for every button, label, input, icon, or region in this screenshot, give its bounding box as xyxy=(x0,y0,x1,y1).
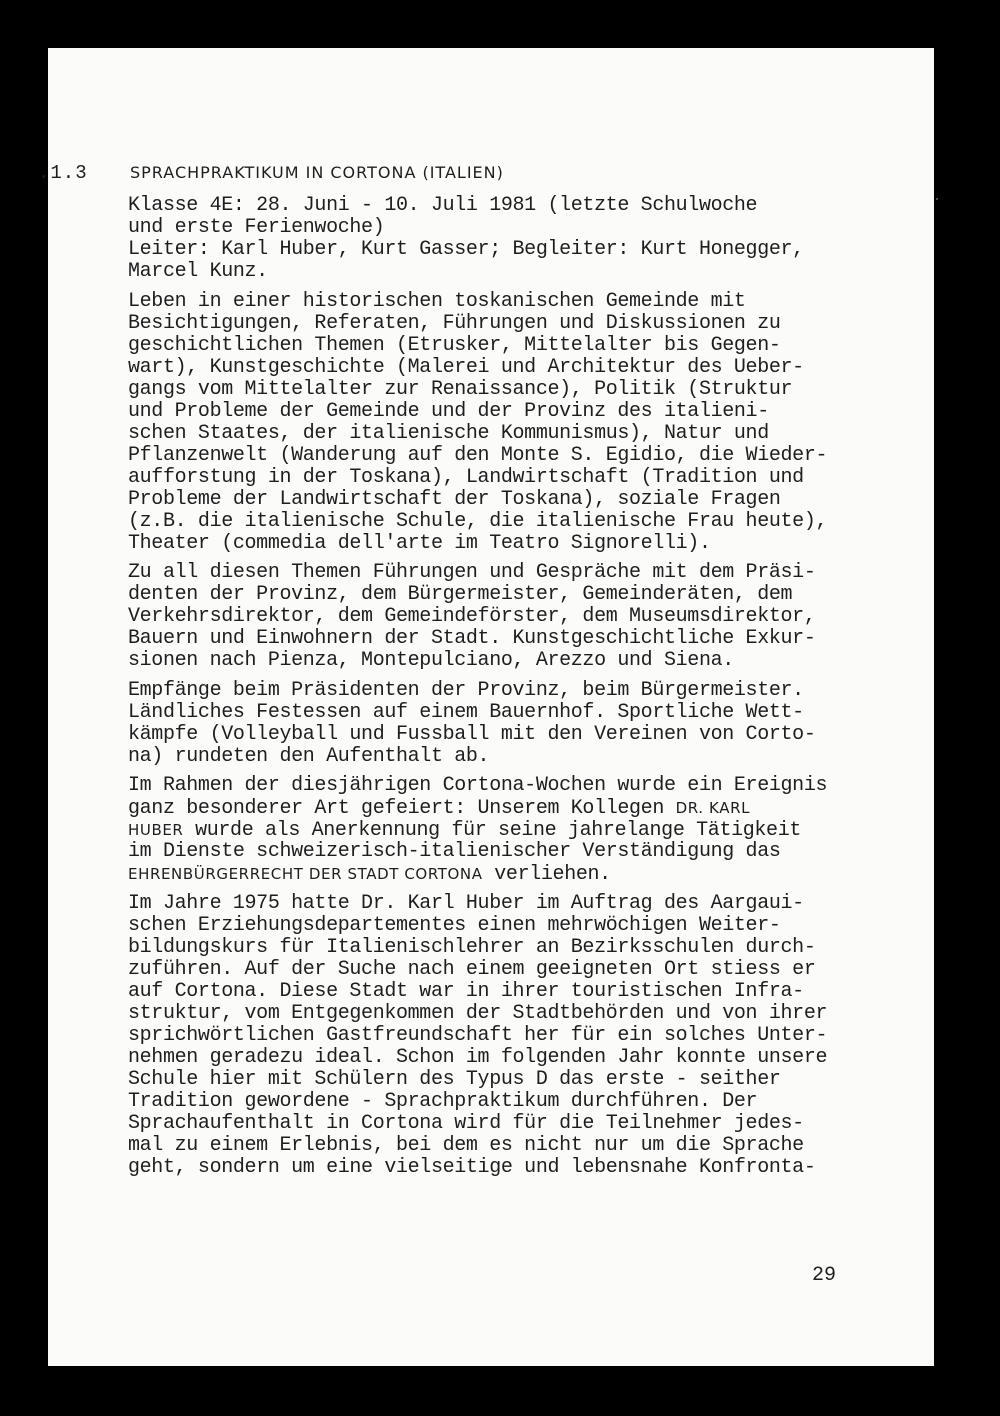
paragraph-line: struktur, vom Entgegenkommen der Stadtbehörden und von ihrer xyxy=(128,1002,828,1025)
honoree-name: HUBER xyxy=(128,821,184,839)
paragraph-line: wart), Kunstgeschichte (Malerei und Architektur des Ueber- xyxy=(128,356,804,379)
honor-title: EHRENBÜRGERRECHT DER STADT CORTONA xyxy=(128,865,483,883)
paragraph-text: verliehen. xyxy=(482,863,611,886)
intro-line: Marcel Kunz. xyxy=(128,260,268,283)
paragraph-line: bildungskurs für Italienischlehrer an Bezirksschulen durch- xyxy=(128,936,816,959)
paragraph-line: sionen nach Pienza, Montepulciano, Arezzo und Siena. xyxy=(128,649,734,672)
paragraph-line: im Dienste schweizerisch-italienischer Verständigung das xyxy=(128,840,781,863)
paragraph-line: Empfänge beim Präsidenten der Provinz, beim Bürgermeister. xyxy=(128,679,804,702)
paragraph-line: geht, sondern um eine vielseitige und lebensnahe Konfronta- xyxy=(128,1156,816,1179)
paragraph-line: Theater (commedia dell'arte im Teatro Signorelli). xyxy=(128,532,711,555)
paragraph-line: kämpfe (Volleyball und Fussball mit den Vereinen von Corto- xyxy=(128,723,816,746)
paragraph-line: mal zu einem Erlebnis, bei dem es nicht nur um die Sprache xyxy=(128,1134,804,1157)
paragraph-line: Verkehrsdirektor, dem Gemeindeförster, dem Museumsdirektor, xyxy=(128,605,816,628)
paragraph-line: schen Erziehungsdepartementes einen mehrwöchigen Weiter- xyxy=(128,914,781,937)
paragraph-line: geschichtlichen Themen (Etrusker, Mittelalter bis Gegen- xyxy=(128,334,781,357)
paragraph-line: nehmen geradezu ideal. Schon im folgenden Jahr konnte unsere xyxy=(128,1046,828,1069)
paragraph-line: Schule hier mit Schülern des Typus D das erste - seither xyxy=(128,1068,781,1091)
page-number: 29 xyxy=(812,1264,837,1287)
paragraph-line xyxy=(128,819,801,842)
paragraph-line xyxy=(128,797,750,820)
paragraph-line: Sprachaufenthalt in Cortona wird für die Teilnehmer jedes- xyxy=(128,1112,804,1135)
document-page xyxy=(38,48,934,1366)
paragraph-text: wurde als Anerkennung für seine jahrelange Tätigkeit xyxy=(183,819,802,842)
intro-line: Leiter: Karl Huber, Kurt Gasser; Begleiter: Kurt Honegger, xyxy=(128,238,804,261)
paragraph-line: zuführen. Auf der Suche nach einem geeigneten Ort stiess er xyxy=(128,958,816,981)
paragraph-line: Bauern und Einwohnern der Stadt. Kunstgeschichtliche Exkur- xyxy=(128,627,816,650)
paragraph-line: Zu all diesen Themen Führungen und Gespräche mit dem Präsi- xyxy=(128,561,816,584)
paragraph-line: gangs vom Mittelalter zur Renaissance), Politik (Struktur xyxy=(128,378,793,401)
paragraph-line: Im Jahre 1975 hatte Dr. Karl Huber im Auftrag des Aargaui- xyxy=(128,892,804,915)
paragraph-line: Pflanzenwelt (Wanderung auf den Monte S. Egidio, die Wieder- xyxy=(128,444,828,467)
intro-line: Klasse 4E: 28. Juni - 10. Juli 1981 (letzte Schulwoche xyxy=(128,194,758,217)
paragraph-line: Leben in einer historischen toskanischen Gemeinde mit xyxy=(128,290,746,313)
paragraph-line: Ländliches Festessen auf einem Bauernhof. Sportliche Wett- xyxy=(128,701,804,724)
scan-speck xyxy=(936,198,938,200)
section-number: .1.3 xyxy=(38,162,88,184)
paragraph-line: Im Rahmen der diesjährigen Cortona-Wochen wurde ein Ereignis xyxy=(128,774,828,797)
honoree-name: DR. KARL xyxy=(675,799,751,817)
paragraph-line: denten der Provinz, dem Bürgermeister, Gemeinderäten, dem xyxy=(128,583,793,606)
section-title: SPRACHPRAKTIKUM IN CORTONA (ITALIEN) xyxy=(130,163,504,182)
paragraph-text: ganz besonderer Art gefeiert: Unserem Kollegen xyxy=(128,797,676,820)
paragraph-line xyxy=(128,863,611,886)
paragraph-line: Besichtigungen, Referaten, Führungen und Diskussionen zu xyxy=(128,312,781,335)
paragraph-line: sprichwörtlichen Gastfreundschaft her für ein solches Unter- xyxy=(128,1024,828,1047)
paragraph-line: und Probleme der Gemeinde und der Provinz des italieni- xyxy=(128,400,769,423)
paragraph-line: Probleme der Landwirtschaft der Toskana), soziale Fragen xyxy=(128,488,781,511)
paragraph-line: schen Staates, der italienische Kommunismus), Natur und xyxy=(128,422,769,445)
intro-line: und erste Ferienwoche) xyxy=(128,216,385,239)
paragraph-line: auf Cortona. Diese Stadt war in ihrer touristischen Infra- xyxy=(128,980,804,1003)
paragraph-line: na) rundeten den Aufenthalt ab. xyxy=(128,745,490,768)
paragraph-line: Tradition gewordene - Sprachpraktikum durchführen. Der xyxy=(128,1090,758,1113)
paragraph-line: (z.B. die italienische Schule, die italienische Frau heute), xyxy=(128,510,828,533)
paragraph-line: aufforstung in der Toskana), Landwirtschaft (Tradition und xyxy=(128,466,804,489)
